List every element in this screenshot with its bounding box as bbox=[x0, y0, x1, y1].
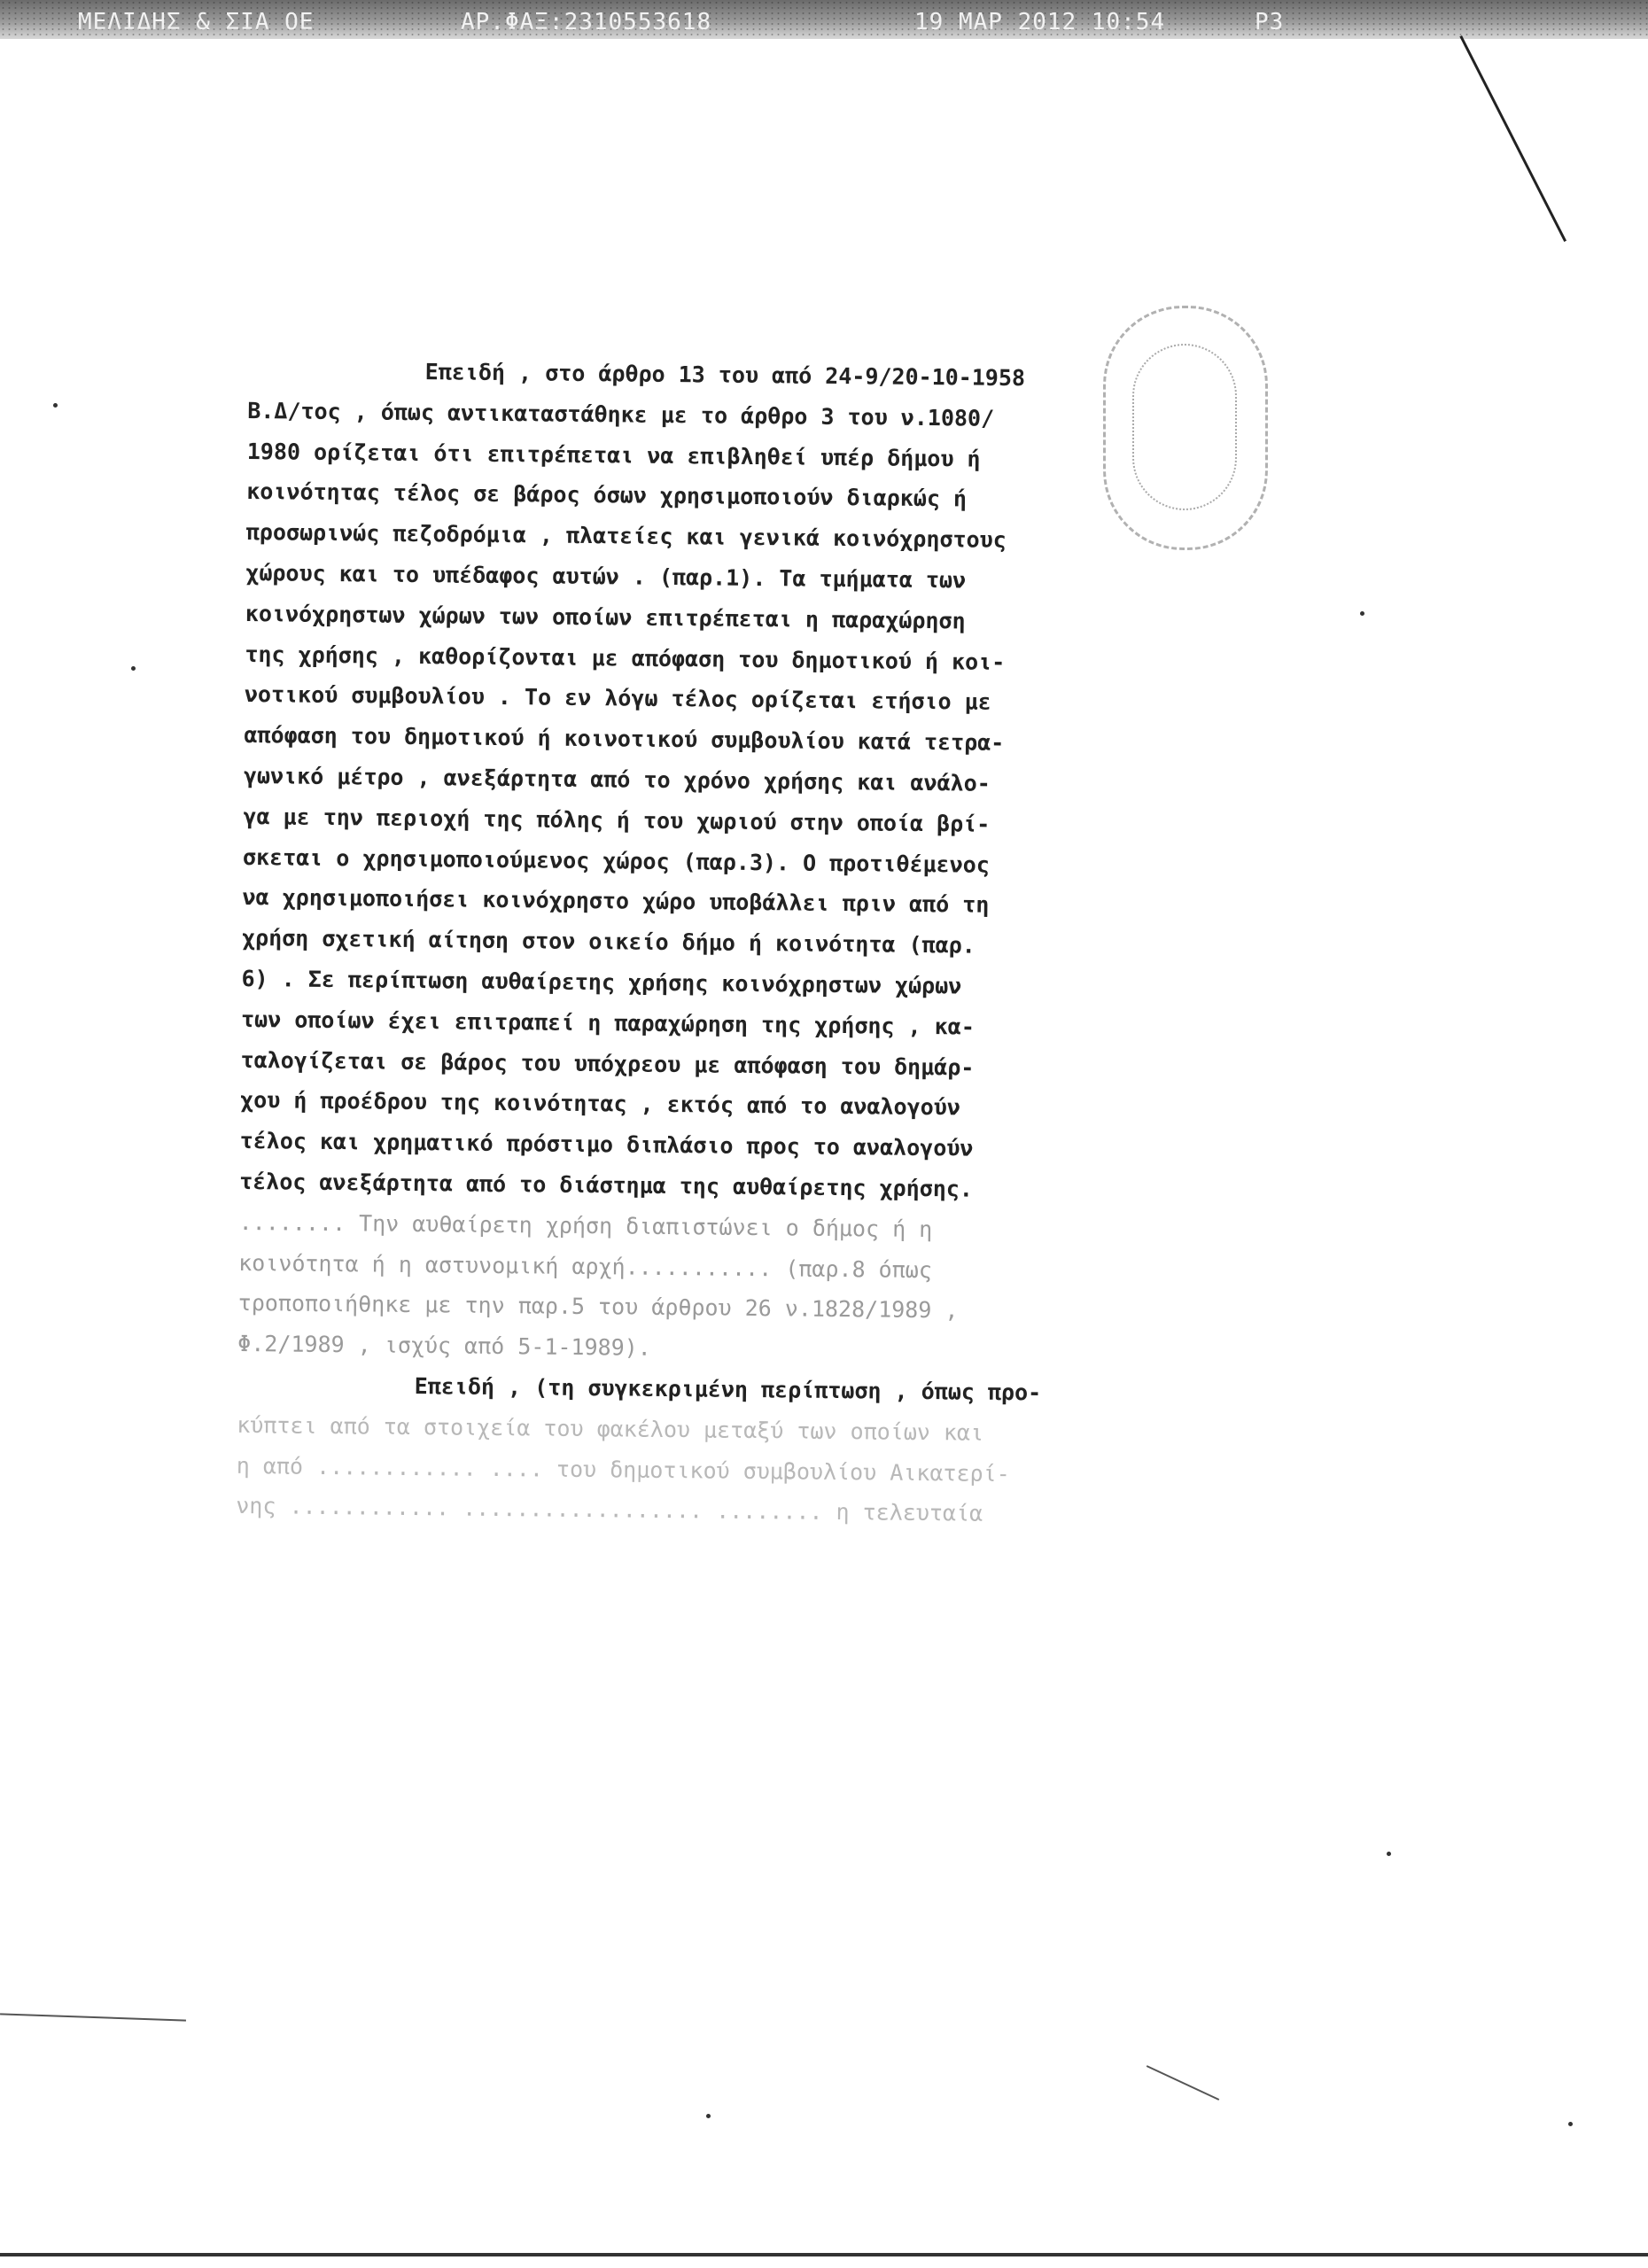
text-line: 1980 ορίζεται ότι επιτρέπεται να επιβληθεί υπέρ δήμου ή bbox=[246, 438, 981, 472]
text-line: τέλος και χρηματικό πρόστιμο διπλάσιο προς το αναλογούν bbox=[239, 1128, 974, 1161]
text-line: των οποίων έχει επιτραπεί η παραχώρηση της χρήσης , κα- bbox=[240, 1006, 976, 1040]
text-line: Επειδή , στο άρθρο 13 του από 24-9/20-10-1958 bbox=[424, 359, 1026, 392]
fax-header bbox=[0, 0, 1648, 39]
text-line: χρήση σχετική αίτηση στον οικείο δήμο ή κοινότητα (παρ. bbox=[241, 925, 976, 959]
fax-number: ΑΡ.ΦΑΞ:2310553618 bbox=[461, 9, 712, 35]
text-line: χου ή προέδρου της κοινότητας , εκτός από το αναλογούν bbox=[239, 1087, 961, 1121]
scan-artifact-line bbox=[1459, 35, 1566, 242]
scan-artifact-line bbox=[0, 2253, 1648, 2256]
scan-speck bbox=[1360, 611, 1364, 616]
text-line: γωνικό μέτρο , ανεξάρτητα από το χρόνο χρήσης και ανάλο- bbox=[243, 762, 991, 796]
text-line: νης ............ .................. ........ η τελευταία bbox=[236, 1493, 983, 1527]
text-line: ........ Την αυθαίρετη χρήση διαπιστώνει ο δήμος ή η bbox=[238, 1208, 933, 1242]
text-line: να χρησιμοποιήσει κοινόχρηστο χώρο υποβάλλει πριν από τη bbox=[242, 884, 990, 919]
text-line: κοινότητα ή η αστυνομική αρχή........... (παρ.8 όπως bbox=[238, 1249, 932, 1283]
text-line: της χρήσης , καθορίζονται με απόφαση του δημοτικού ή κοι- bbox=[245, 641, 1006, 675]
text-line: χώρους και το υπέδαφος αυτών . (παρ.1). Τα τμήματα των bbox=[245, 559, 967, 594]
scan-speck bbox=[706, 2114, 711, 2118]
text-line: 6) . Σε περίπτωση αυθαίρετης χρήσης κοινόχρηστων χώρων bbox=[241, 965, 962, 999]
document-body bbox=[236, 350, 1276, 1537]
scan-artifact-line bbox=[0, 2013, 186, 2021]
text-line: γα με την περιοχή της πόλης ή του χωριού στην οποία βρί- bbox=[243, 803, 991, 837]
scan-speck bbox=[53, 403, 58, 408]
text-line: κοινότητας τέλος σε βάρος όσων χρησιμοποιούν διαρκώς ή bbox=[246, 478, 968, 512]
scan-speck bbox=[1568, 2122, 1573, 2126]
fax-page-number: P3 bbox=[1255, 9, 1285, 35]
text-line: η από ............ .... του δημοτικού συμβουλίου Αικατερί- bbox=[236, 1452, 1010, 1487]
scan-speck bbox=[1387, 1852, 1391, 1856]
text-line: κοινόχρηστων χώρων των οποίων επιτρέπεται η παραχώρηση bbox=[245, 600, 966, 634]
text-line: τροποποιήθηκε με την παρ.5 του άρθρου 26 ν.1828/1989 , bbox=[237, 1290, 959, 1324]
text-line: προσωρινώς πεζοδρόμια , πλατείες και γενικά κοινόχρηστους bbox=[245, 519, 1007, 554]
fax-datetime: 19 ΜΑΡ 2012 10:54 bbox=[914, 9, 1166, 35]
scan-speck bbox=[131, 666, 136, 671]
text-line: απόφαση του δημοτικού ή κοινοτικού συμβουλίου κατά τετρα- bbox=[244, 722, 1005, 757]
text-line: τέλος ανεξάρτητα από το διάστημα της αυθαίρετης χρήσης. bbox=[239, 1168, 974, 1202]
scan-artifact-line bbox=[1147, 2065, 1219, 2101]
text-line: Επειδή , (τη συγκεκριμένη περίπτωση , όπως προ- bbox=[414, 1372, 1042, 1406]
text-line: Β.Δ/τος , όπως αντικαταστάθηκε με το άρθρο 3 του ν.1080/ bbox=[247, 397, 995, 431]
text-line: κύπτει από τα στοιχεία του φακέλου μεταξύ των οποίων και bbox=[237, 1411, 984, 1446]
text-line: Φ.2/1989 , ισχύς από 5-1-1989). bbox=[237, 1331, 651, 1361]
text-line: σκεται ο χρησιμοποιούμενος χώρος (παρ.3). Ο προτιθέμενος bbox=[242, 843, 990, 878]
fax-sender: ΜΕΛΙΔΗΣ & ΣΙΑ ΟΕ bbox=[78, 9, 315, 35]
text-line: ταλογίζεται σε βάρος του υπόχρεου με απόφαση του δημάρ- bbox=[240, 1046, 975, 1081]
text-line: νοτικού συμβουλίου . Το εν λόγω τέλος ορίζεται ετήσιο με bbox=[244, 681, 991, 716]
